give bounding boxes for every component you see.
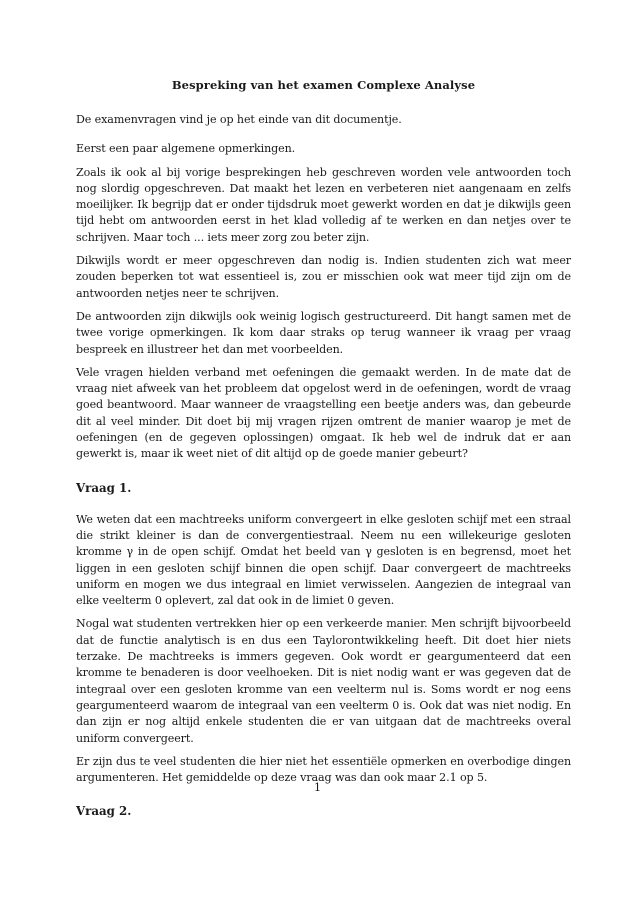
- general-paragraph-4: Vele vragen hielden verband met oefeningen die gemaakt werden. In de mate dat de vraag niet afweek van het probleem dat opgelost werd in de oefeningen, wordt de vraag goed beantwoord. Maar wanneer de vraagstelling een beetje anders was, dan gebeurde dit al veel minder. Dit doet bij mij vragen rijzen omtrent de manier waarop je met de oefeningen (en de gegeven oplossingen) omgaat. Ik heb wel de indruk dat er aan gewerkt is, maar ik weet niet of dit altijd op de goede manier gebeurt?: [76, 365, 571, 461]
- general-lead-paragraph: Eerst een paar algemene opmerkingen.: [76, 142, 296, 156]
- general-paragraph-3: De antwoorden zijn dikwijls ook weinig logisch gestructureerd. Dit hangt samen met de twee vorige opmerkingen. Ik kom daar straks op terug wanneer ik vraag per vraag bespreek en illustreer het dan met voorbeelden.: [76, 309, 571, 356]
- question-1-paragraph-3: Er zijn dus te veel studenten die hier niet het essentiële opmerken en overbodige dingen argumenteren. Het gemiddelde op deze vraag was dan ook maar 2.1 op 5.: [76, 754, 571, 785]
- question-1-paragraph-2: Nogal wat studenten vertrekken hier op een verkeerde manier. Men schrijft bijvoorbeeld dat de functie analytisch is en dus een Taylorontwikkeling heeft. Dit doet hier niets terzake. De machtreeks is immers gegeven. Ook wordt er geargumenteerd dat een kromme te benaderen is door veelhoeken. Dit is niet nodig want er was gegeven dat de integraal over een gesloten kromme van een veelterm nul is. Soms wordt er nog eens geargumenteerd waarom de integraal van een veelterm 0 is. Ook dat was niet nodig. En dan zijn er nog altijd enkele studenten die er van uitgaan dat de machtreeks overal uniform convergeert.: [76, 617, 571, 745]
- page-number: 1: [313, 781, 322, 794]
- general-paragraph-1: Zoals ik ook al bij vorige besprekingen heb geschreven worden vele antwoorden toch nog slordig opgeschreven. Dat maakt het lezen en verbeteren niet aangenaam en zelfs moeilijker. Ik begrijp dat er onder tijdsdruk moet gewerkt worden en dat je dikwijls geen tijd hebt om antwoorden eerst in het klad volledig af te werken en dan netjes over te schrijven. Maar toch ... iets meer zorg zou beter zijn.: [76, 165, 571, 244]
- intro-paragraph: De examenvragen vind je op het einde van dit documentje.: [76, 113, 402, 126]
- question-2-heading: Vraag 2.: [76, 804, 132, 819]
- general-paragraph-2: Dikwijls wordt er meer opgeschreven dan nodig is. Indien studenten zich wat meer zouden beperken tot wat essentieel is, zou er misschien ook wat meer tijd zijn om de antwoorden netjes neer te schrijven.: [76, 254, 571, 300]
- question-1-paragraph-1: We weten dat een machtreeks uniform convergeert in elke gesloten schijf met een straal die strikt kleiner is dan de convergentiestraal. Neem nu een willekeurige gesloten kromme γ in de open schijf. Omdat het beeld van γ gesloten is en begrensd, moet het liggen in een gesloten schijf binnen die open schijf. Daar convergeert de machtreeks uniform en mogen we dus integraal en limiet verwisselen. Aangezien de integraal van elke veelterm 0 oplevert, zal dat ook in de limiet 0 geven.: [76, 512, 571, 608]
- page-content: [76, 78, 571, 835]
- question-1-heading: Vraag 1.: [76, 480, 132, 495]
- document-title: Bespreking van het examen Complexe Analyse: [171, 78, 476, 92]
